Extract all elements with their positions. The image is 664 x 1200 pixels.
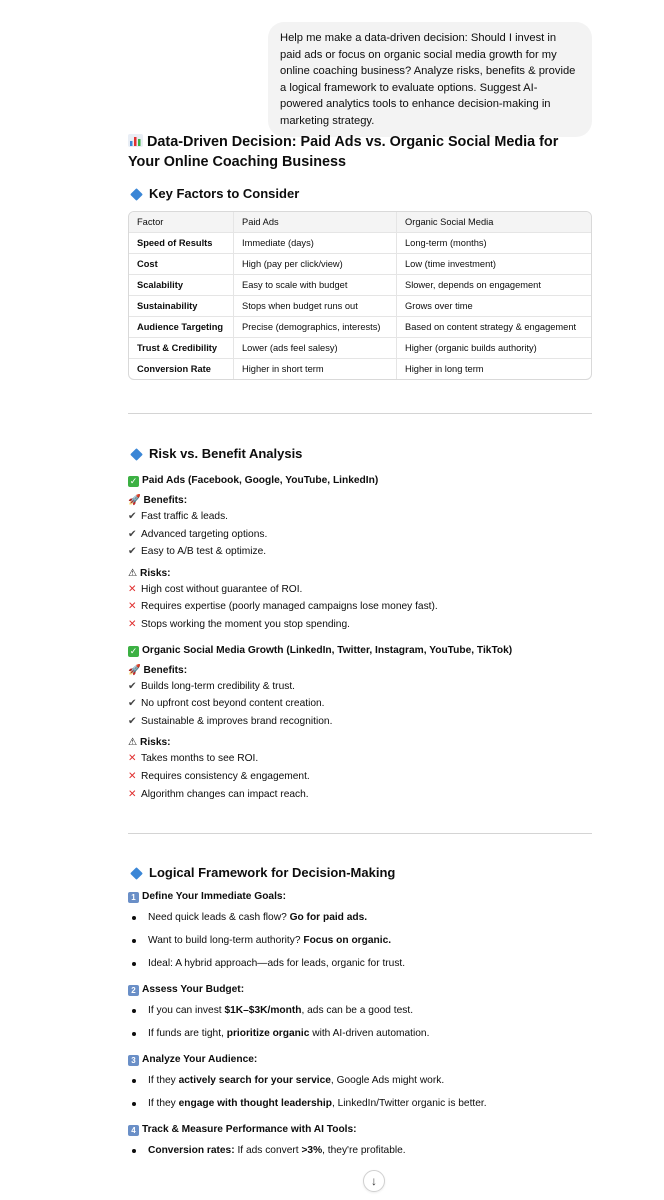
table-cell: Easy to scale with budget — [233, 275, 396, 296]
list-item: ✕ Takes months to see ROI. — [128, 750, 592, 768]
table-cell: Grows over time — [396, 296, 591, 317]
number-1-icon: 1 — [128, 892, 139, 903]
step3-list — [128, 1069, 592, 1115]
step2-title: 2 Assess Your Budget: — [128, 982, 592, 997]
arrow-down-icon: ↓ — [371, 1174, 377, 1188]
number-3-icon: 3 — [128, 1055, 139, 1066]
table-cell: High (pay per click/view) — [233, 254, 396, 275]
number-2-icon: 2 — [128, 985, 139, 996]
number-4-icon: 4 — [128, 1125, 139, 1136]
step1-list — [128, 906, 592, 975]
list-item: ✕ Algorithm changes can impact reach. — [128, 786, 592, 804]
table-cell: Sustainability — [129, 296, 233, 317]
list-item: If funds are tight, prioritize organic with AI-driven automation. — [128, 1022, 592, 1045]
table-row — [129, 233, 591, 254]
list-item: Ideal: A hybrid approach—ads for leads, organic for trust. — [128, 952, 592, 975]
list-item: ✕ High cost without guarantee of ROI. — [128, 581, 592, 599]
paid-benefits-label: 🚀 Benefits: — [128, 495, 188, 506]
step1-title: 1 Define Your Immediate Goals: — [128, 889, 592, 904]
blue-diamond-icon — [130, 448, 143, 461]
blue-diamond-icon — [130, 867, 143, 880]
organic-title: ✓ Organic Social Media Growth (LinkedIn, Twitter, Instagram, YouTube, TikTok) — [129, 644, 513, 656]
table-row — [129, 254, 591, 275]
list-item: Want to build long-term authority? Focus on organic. — [128, 929, 592, 952]
list-item: ✔ Easy to A/B test & optimize. — [128, 543, 592, 561]
step2-list — [128, 999, 592, 1045]
table-cell: Speed of Results — [129, 233, 233, 254]
list-item: If you can invest $1K–$3K/month, ads can be a good test. — [128, 999, 592, 1022]
table-row — [129, 338, 591, 359]
scroll-down-button[interactable] — [363, 1170, 385, 1192]
step4-list — [128, 1139, 592, 1162]
table-cell: Long-term (months) — [396, 233, 591, 254]
table-cell: Slower, depends on engagement — [396, 275, 591, 296]
table-row — [129, 359, 591, 379]
list-item: ✔ Fast traffic & leads. — [128, 508, 592, 526]
cross-icon: ✕ — [128, 583, 137, 595]
list-item: ✕ Requires expertise (poorly managed campaigns lose money fast). — [128, 598, 592, 616]
list-item: ✔ Sustainable & improves brand recognition. — [128, 713, 592, 731]
key-factors-heading: Key Factors to Consider — [128, 185, 592, 203]
green-check-icon: ✓ — [129, 476, 138, 486]
section-divider — [128, 833, 592, 834]
list-item: If they engage with thought leadership, LinkedIn/Twitter organic is better. — [128, 1092, 592, 1115]
table-cell: Higher in short term — [233, 359, 396, 379]
list-item: ✔ No upfront cost beyond content creation. — [128, 695, 592, 713]
paid-ads-title: ✓ Paid Ads (Facebook, Google, YouTube, LinkedIn) — [129, 475, 379, 486]
table-row — [129, 317, 591, 338]
bar-chart-icon — [128, 134, 143, 147]
list-item: ✕ Requires consistency & engagement. — [128, 768, 592, 786]
response-title-text: Data-Driven Decision: Paid Ads vs. Organic Social Media for Your Online Coaching Business — [128, 134, 559, 170]
list-item: ✔ Builds long-term credibility & trust. — [128, 678, 592, 696]
blue-diamond-icon — [130, 188, 143, 201]
check-icon: ✔ — [128, 698, 137, 710]
green-check-icon: ✓ — [129, 645, 138, 656]
table-cell: Immediate (days) — [233, 233, 396, 254]
organic-risks-label: ⚠ Risks: — [128, 737, 171, 749]
table-cell: Precise (demographics, interests) — [233, 317, 396, 338]
check-icon: ✔ — [128, 511, 137, 522]
cross-icon: ✕ — [128, 618, 137, 630]
table-cell: Audience Targeting — [129, 317, 233, 338]
table-cell: Low (time investment) — [396, 254, 591, 275]
table-cell: Higher in long term — [396, 359, 591, 379]
table-row — [129, 275, 591, 296]
list-item: Conversion rates: If ads convert >3%, they're profitable. — [128, 1139, 592, 1162]
framework-heading: Logical Framework for Decision-Making — [128, 864, 592, 882]
risk-benefit-heading: Risk vs. Benefit Analysis — [128, 445, 592, 463]
table-cell: Conversion Rate — [137, 364, 211, 374]
user-message-bubble — [268, 22, 592, 137]
section-divider — [128, 413, 592, 414]
user-message-text: Help me make a data-driven decision: Should I invest in paid ads or focus on organic social media growth for my online coaching business? Analyze risks, benefits & provide a logical framework to evaluate options. Suggest AI-powered analytics tools to enhance decision-making in marketing strategy. — [280, 32, 576, 127]
table-cell: Based on content strategy & engagement — [396, 317, 591, 338]
table-cell: Higher (organic builds authority) — [396, 338, 591, 359]
check-icon: ✔ — [128, 546, 137, 558]
table-header-cell: Organic Social Media — [396, 212, 591, 233]
cross-icon: ✕ — [128, 788, 137, 800]
rocket-icon: 🚀 — [128, 495, 141, 506]
table-header-cell: Factor — [129, 212, 233, 233]
table-cell: Stops when budget runs out — [233, 296, 396, 317]
warning-icon: ⚠ — [128, 737, 138, 749]
table-header-cell: Paid Ads — [233, 212, 396, 233]
assistant-response — [128, 132, 592, 1162]
list-item: If they actively search for your service, Google Ads might work. — [128, 1069, 592, 1092]
table-cell: Cost — [129, 254, 233, 275]
table-header-row — [129, 212, 591, 233]
cross-icon: ✕ — [128, 770, 137, 782]
paid-risks-label: ⚠ Risks: — [128, 567, 171, 579]
table-cell: Trust & Credibility — [129, 338, 233, 359]
response-title — [128, 132, 592, 172]
list-item: ✔ Advanced targeting options. — [128, 526, 592, 544]
table-cell: Scalability — [129, 275, 233, 296]
table-cell: Lower (ads feel salesy) — [233, 338, 396, 359]
check-icon: ✔ — [128, 528, 137, 540]
list-item: ✕ Stops working the moment you stop spending. — [128, 616, 592, 634]
step4-title: 4 Track & Measure Performance with AI Tools: — [128, 1122, 592, 1137]
rocket-icon: 🚀 — [128, 664, 141, 676]
check-icon: ✔ — [128, 715, 137, 727]
cross-icon: ✕ — [128, 601, 137, 613]
step3-title: 3 Analyze Your Audience: — [128, 1052, 592, 1067]
table-row — [129, 296, 591, 317]
cross-icon: ✕ — [128, 753, 137, 765]
organic-benefits-label: 🚀 Benefits: — [128, 664, 188, 676]
warning-icon: ⚠ — [128, 567, 138, 579]
key-factors-table — [128, 211, 592, 380]
list-item: Need quick leads & cash flow? Go for paid ads. — [128, 906, 592, 929]
check-icon: ✔ — [128, 680, 137, 692]
